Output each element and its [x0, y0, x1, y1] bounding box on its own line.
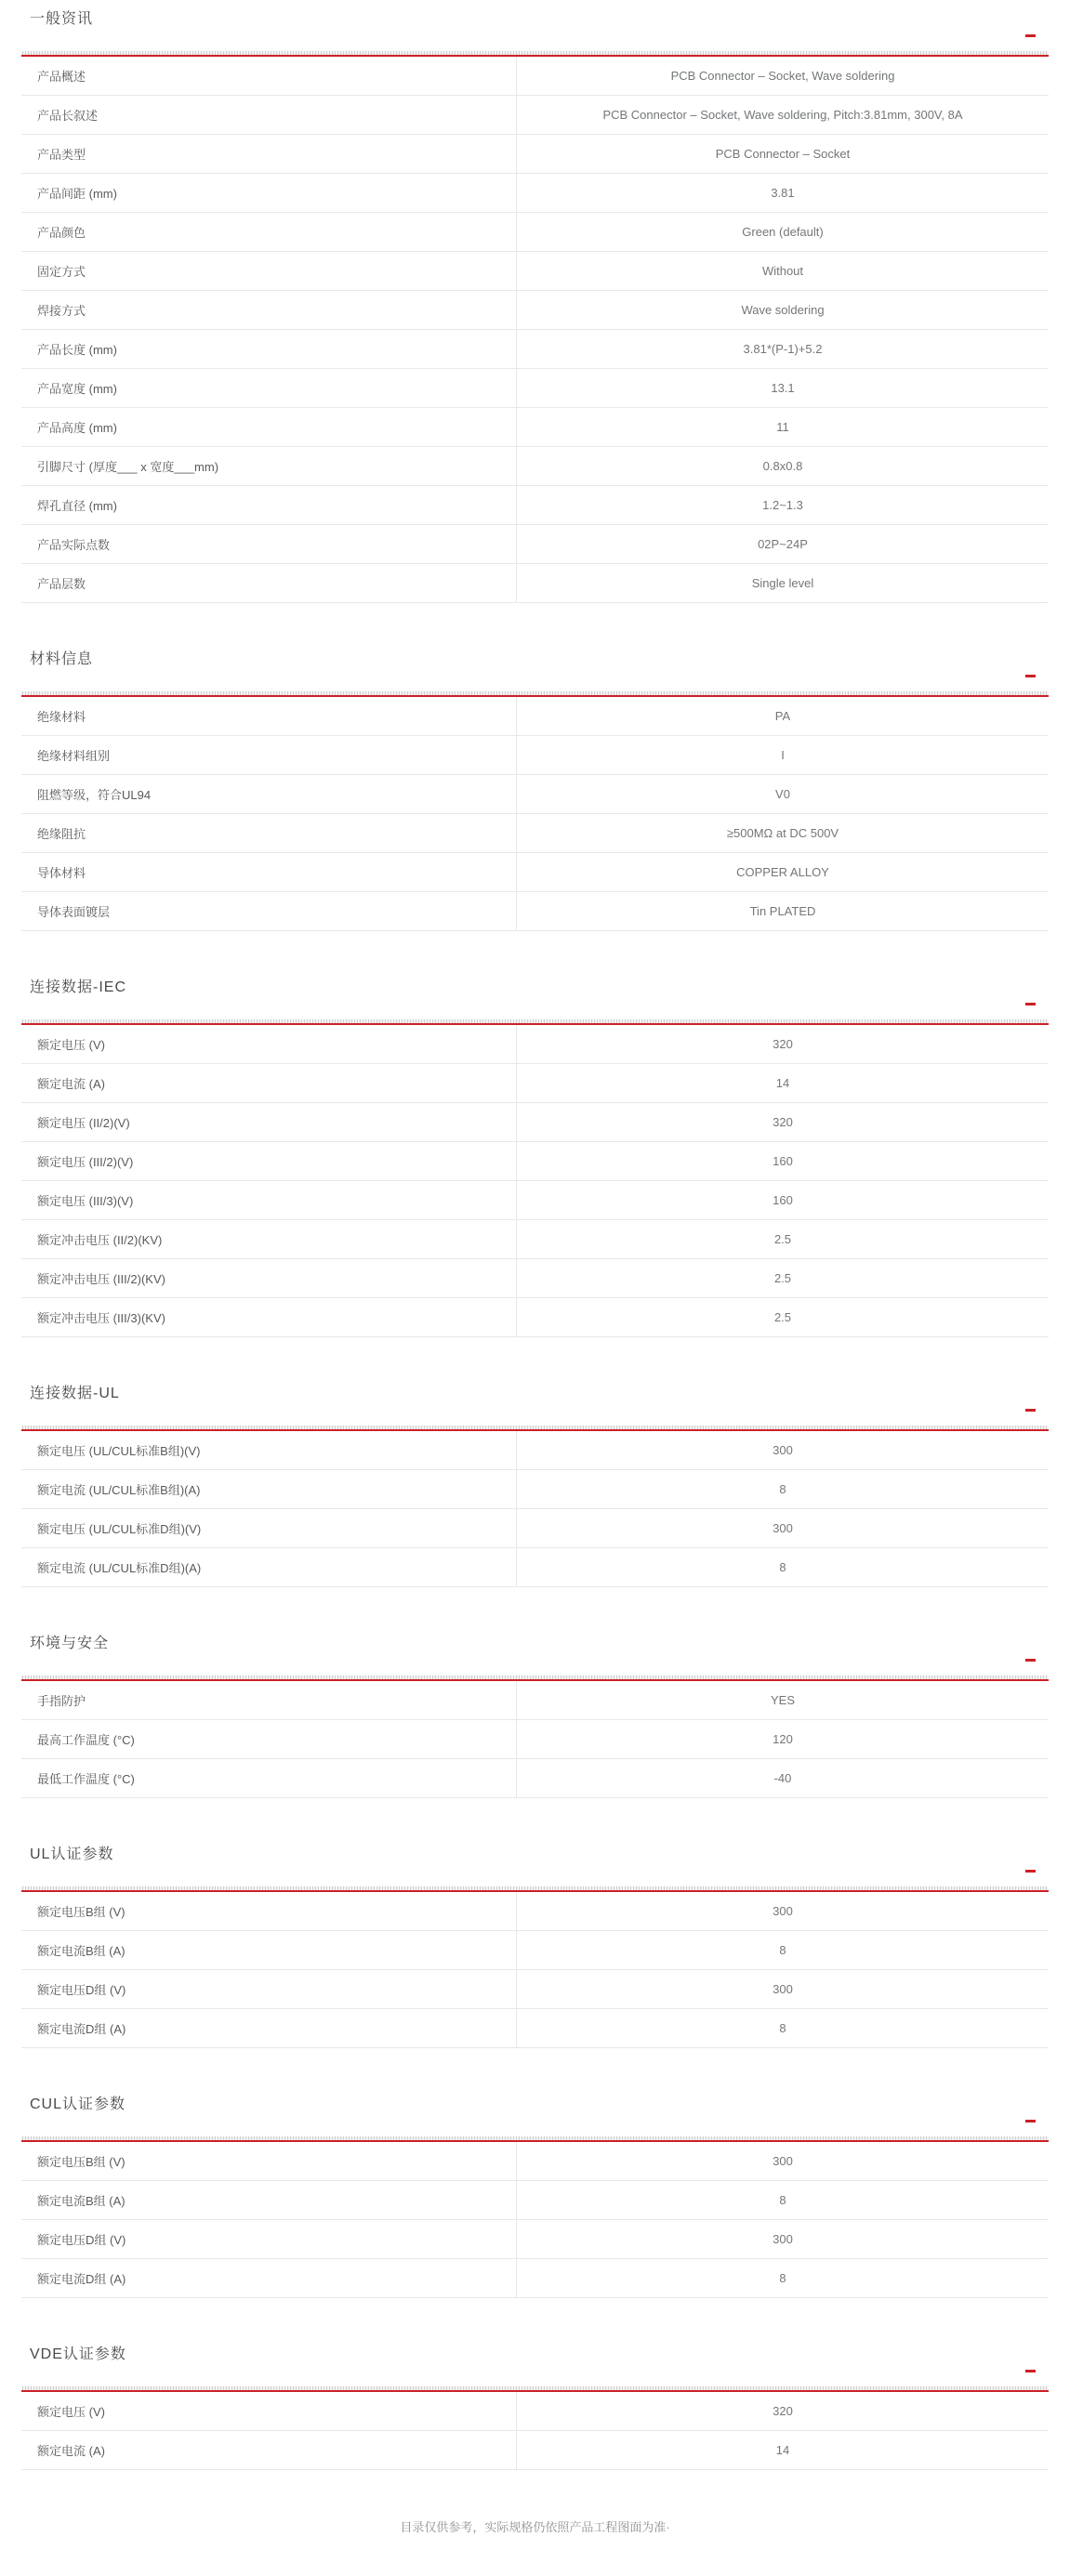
collapse-minus-icon[interactable]	[1025, 675, 1036, 677]
row-value: 11	[776, 420, 789, 434]
table-row	[21, 1681, 1049, 1720]
row-value: 14	[775, 1076, 790, 1090]
table-row	[21, 174, 1049, 213]
table-row	[21, 1470, 1049, 1509]
table-row	[21, 1064, 1049, 1103]
row-value: 3.81*(P-1)+5.2	[743, 342, 823, 356]
row-label: 绝缘阻抗	[21, 814, 517, 852]
table-row	[21, 525, 1049, 564]
table-row	[21, 1103, 1049, 1142]
row-label: 额定电压 (II/2)(V)	[21, 1103, 517, 1141]
row-label: 额定电流 (UL/CUL标准D组)(A)	[21, 1548, 517, 1586]
row-value: 14	[775, 2443, 790, 2457]
table-row	[21, 775, 1049, 814]
row-label: 引脚尺寸 (厚度___ x 宽度___mm)	[21, 447, 517, 485]
row-label: 焊接方式	[21, 291, 517, 329]
collapse-minus-icon[interactable]	[1025, 34, 1036, 37]
section-title: VDE认证参数	[30, 2346, 126, 2362]
row-label: 手指防护	[21, 1681, 517, 1719]
section-rows	[21, 1681, 1049, 1798]
row-label: 产品层数	[21, 564, 517, 602]
table-row	[21, 1759, 1049, 1798]
table-row	[21, 96, 1049, 135]
row-value: PCB Connector – Socket	[715, 147, 851, 161]
table-row	[21, 564, 1049, 603]
row-value: 3.81	[771, 186, 795, 200]
table-row	[21, 252, 1049, 291]
table-row	[21, 736, 1049, 775]
row-label: 额定电流D组 (A)	[21, 2009, 517, 2047]
section-header	[21, 8, 1049, 31]
collapse-minus-icon[interactable]	[1025, 2120, 1036, 2123]
table-row	[21, 1509, 1049, 1548]
row-label: 额定冲击电压 (III/3)(KV)	[21, 1298, 517, 1336]
section-rows	[21, 1025, 1049, 1337]
section-title: 连接数据-IEC	[30, 979, 127, 995]
section-rows	[21, 2142, 1049, 2298]
row-value: 0.8x0.8	[762, 459, 803, 473]
row-value: 8	[779, 2193, 786, 2207]
table-row	[21, 213, 1049, 252]
row-label: 绝缘材料	[21, 697, 517, 735]
row-value: 300	[773, 2154, 793, 2168]
section-title: CUL认证参数	[30, 2096, 126, 2112]
table-row	[21, 408, 1049, 447]
row-value: Wave soldering	[741, 303, 825, 317]
row-label: 额定电压 (V)	[21, 2392, 517, 2430]
table-row	[21, 1142, 1049, 1181]
section-header	[21, 649, 1049, 671]
table-row	[21, 2431, 1049, 2470]
row-label: 固定方式	[21, 252, 517, 290]
table-row	[21, 135, 1049, 174]
row-value: 320	[773, 1115, 793, 1129]
row-value: Single level	[751, 576, 814, 590]
row-label: 额定冲击电压 (III/2)(KV)	[21, 1259, 517, 1297]
row-label: 额定电流B组 (A)	[21, 1931, 517, 1969]
row-label: 最低工作温度 (°C)	[21, 1759, 517, 1797]
row-value: 13.1	[771, 381, 795, 395]
row-label: 产品概述	[21, 57, 517, 95]
table-row	[21, 330, 1049, 369]
spec-section	[21, 977, 1049, 1337]
row-label: 额定电流B组 (A)	[21, 2181, 517, 2219]
table-row	[21, 1720, 1049, 1759]
section-header	[21, 1633, 1049, 1655]
table-row	[21, 57, 1049, 96]
table-row	[21, 2181, 1049, 2220]
section-header	[21, 2344, 1049, 2366]
row-label: 额定电流D组 (A)	[21, 2259, 517, 2297]
row-value: PCB Connector – Socket, Wave soldering, Pitch:3.81mm, 300V, 8A	[602, 108, 963, 122]
table-row	[21, 1181, 1049, 1220]
row-label: 焊孔直径 (mm)	[21, 486, 517, 524]
row-value: 8	[779, 2021, 786, 2035]
row-label: 额定电压 (III/2)(V)	[21, 1142, 517, 1180]
row-label: 阻燃等级，符合UL94	[21, 775, 517, 813]
row-value: ≥500MΩ at DC 500V	[726, 826, 839, 840]
row-label: 额定电压 (UL/CUL标准D组)(V)	[21, 1509, 517, 1547]
row-value: 2.5	[773, 1310, 792, 1324]
collapse-minus-icon[interactable]	[1025, 1870, 1036, 1873]
table-row	[21, 814, 1049, 853]
table-row	[21, 1431, 1049, 1470]
row-label: 额定电流 (A)	[21, 1064, 517, 1102]
section-header	[21, 2094, 1049, 2116]
table-row	[21, 2009, 1049, 2048]
row-label: 产品长度 (mm)	[21, 330, 517, 368]
section-rows	[21, 2392, 1049, 2470]
row-value: 2.5	[773, 1271, 792, 1285]
spec-section	[21, 649, 1049, 931]
row-label: 额定电压B组 (V)	[21, 2142, 517, 2180]
section-rows	[21, 697, 1049, 931]
section-title: UL认证参数	[30, 1847, 114, 1862]
table-row	[21, 1298, 1049, 1337]
spec-section	[21, 2094, 1049, 2298]
row-label: 最高工作温度 (°C)	[21, 1720, 517, 1758]
spec-section	[21, 2344, 1049, 2470]
row-label: 产品实际点数	[21, 525, 517, 563]
sections	[21, 8, 1049, 2470]
table-row	[21, 2259, 1049, 2298]
row-label: 产品间距 (mm)	[21, 174, 517, 212]
collapse-minus-icon[interactable]	[1025, 2370, 1036, 2372]
table-row	[21, 1220, 1049, 1259]
row-label: 产品类型	[21, 135, 517, 173]
row-value: 160	[773, 1193, 793, 1207]
row-value: 2.5	[773, 1232, 792, 1246]
row-value: PA	[774, 709, 791, 723]
row-value: 320	[773, 1037, 793, 1051]
row-label: 导体材料	[21, 853, 517, 891]
footer-note: 目录仅供参考，实际规格仍依照产品工程图面为准·	[400, 2520, 670, 2534]
table-row	[21, 2142, 1049, 2181]
row-value: 8	[779, 1560, 786, 1574]
section-title: 材料信息	[30, 651, 94, 667]
section-header	[21, 977, 1049, 999]
section-rows	[21, 1892, 1049, 2048]
row-value: PCB Connector – Socket, Wave soldering	[670, 69, 895, 83]
table-row	[21, 1259, 1049, 1298]
section-rows	[21, 1431, 1049, 1587]
spec-section	[21, 1383, 1049, 1587]
collapse-minus-icon[interactable]	[1025, 1659, 1036, 1662]
row-label: 产品高度 (mm)	[21, 408, 517, 446]
row-label: 额定电压D组 (V)	[21, 2220, 517, 2258]
row-label: 产品宽度 (mm)	[21, 369, 517, 407]
row-value: 300	[773, 1904, 793, 1918]
row-value: 02P~24P	[758, 537, 808, 551]
row-label: 导体表面镀层	[21, 892, 517, 930]
spec-section	[21, 8, 1049, 603]
row-value: 320	[773, 2404, 793, 2418]
row-value: Without	[761, 264, 804, 278]
table-row	[21, 447, 1049, 486]
table-row	[21, 1025, 1049, 1064]
section-title: 连接数据-UL	[30, 1386, 120, 1401]
row-value: V0	[775, 787, 790, 801]
collapse-minus-icon[interactable]	[1025, 1409, 1036, 1412]
section-header	[21, 1383, 1049, 1405]
table-row	[21, 369, 1049, 408]
section-header	[21, 1844, 1049, 1866]
row-label: 额定冲击电压 (II/2)(KV)	[21, 1220, 517, 1258]
row-label: 产品长叙述	[21, 96, 517, 134]
row-value: 160	[773, 1154, 793, 1168]
row-value: I	[781, 748, 785, 762]
section-rows	[21, 57, 1049, 603]
spec-section	[21, 1633, 1049, 1798]
table-row	[21, 697, 1049, 736]
row-value: Tin PLATED	[749, 904, 816, 918]
row-value: 8	[779, 2271, 786, 2285]
table-row	[21, 291, 1049, 330]
row-value: Green (default)	[742, 225, 824, 239]
row-value: YES	[770, 1693, 795, 1707]
table-row	[21, 1970, 1049, 2009]
row-label: 额定电压 (III/3)(V)	[21, 1181, 517, 1219]
table-row	[21, 853, 1049, 892]
row-value: 120	[773, 1732, 793, 1746]
table-row	[21, 1548, 1049, 1587]
table-row	[21, 2220, 1049, 2259]
table-row	[21, 486, 1049, 525]
section-title: 一般资讯	[30, 11, 94, 27]
row-value: 8	[779, 1943, 786, 1957]
row-value: 300	[773, 1443, 793, 1457]
row-label: 额定电压 (UL/CUL标准B组)(V)	[21, 1431, 517, 1469]
row-label: 额定电流 (A)	[21, 2431, 517, 2469]
table-row	[21, 892, 1049, 931]
row-value: -40	[773, 1771, 792, 1785]
row-value: COPPER ALLOY	[736, 865, 829, 879]
spec-section	[21, 1844, 1049, 2048]
row-label: 额定电流 (UL/CUL标准B组)(A)	[21, 1470, 517, 1508]
table-row	[21, 1892, 1049, 1931]
spec-page	[21, 0, 1049, 2576]
table-row	[21, 1931, 1049, 1970]
section-title: 环境与安全	[30, 1636, 110, 1651]
row-label: 额定电压B组 (V)	[21, 1892, 517, 1930]
row-label: 额定电压D组 (V)	[21, 1970, 517, 2008]
table-row	[21, 2392, 1049, 2431]
row-value: 300	[773, 1982, 793, 1996]
row-label: 额定电压 (V)	[21, 1025, 517, 1063]
row-value: 300	[773, 1521, 793, 1535]
row-label: 绝缘材料组别	[21, 736, 517, 774]
row-value: 8	[779, 1482, 786, 1496]
row-label: 产品颜色	[21, 213, 517, 251]
row-value: 1.2~1.3	[762, 498, 803, 512]
collapse-minus-icon[interactable]	[1025, 1003, 1036, 1005]
row-value: 300	[773, 2232, 793, 2246]
